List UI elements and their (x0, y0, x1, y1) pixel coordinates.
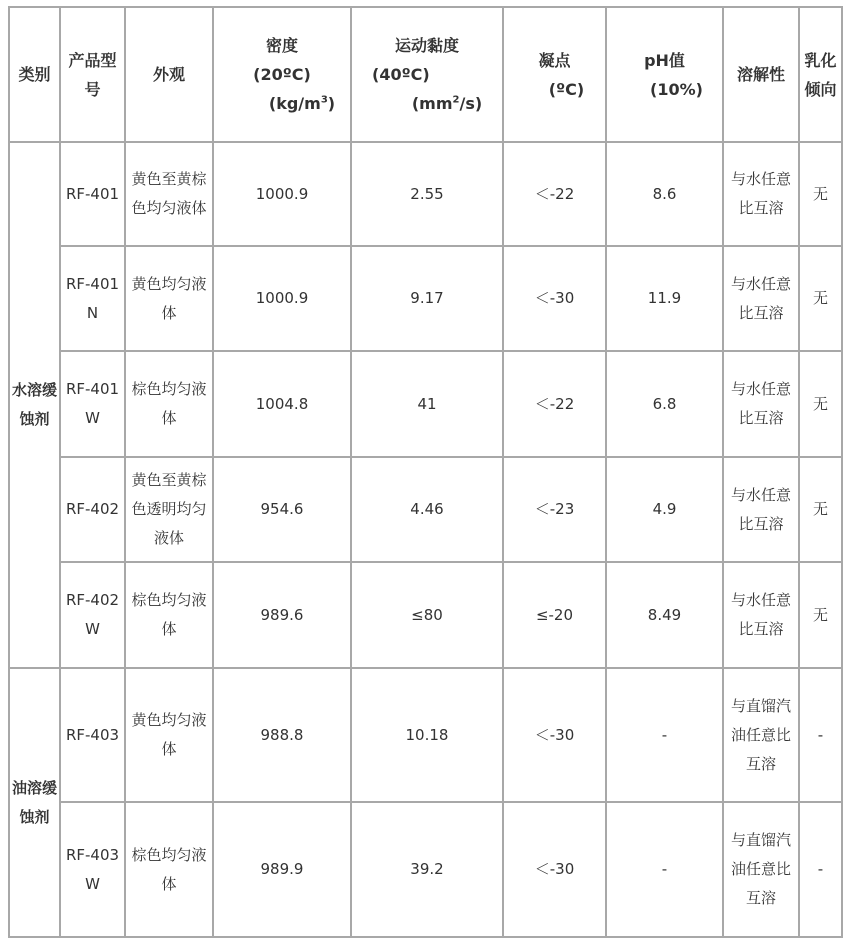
ph-cell: 11.9 (606, 246, 723, 351)
header-viscosity (351, 7, 503, 142)
appearance-cell: 棕色均匀液体 (125, 802, 213, 937)
density-unit-exp: 3 (320, 94, 328, 106)
viscosity-cell: ≤80 (351, 562, 503, 668)
viscosity-unit-base: (mm (411, 94, 453, 113)
table-row (9, 142, 842, 246)
freezing-cell: ＜-22 (503, 351, 606, 457)
model-cell: RF-401W (60, 351, 125, 457)
ph-cell: 8.6 (606, 142, 723, 246)
solubility-cell: 与水任意比互溶 (723, 246, 799, 351)
freezing-cell: ＜-30 (503, 802, 606, 937)
header-density-label: 密度 (265, 36, 298, 55)
density-unit-close: ) (327, 94, 336, 113)
header-density-temp: (20ºC) (253, 65, 311, 84)
header-emulsion: 乳化倾向 (799, 7, 842, 142)
header-category: 类别 (9, 7, 60, 142)
table-row (9, 246, 842, 351)
table-row (9, 802, 842, 937)
appearance-cell: 棕色均匀液体 (125, 351, 213, 457)
header-ph-unit: (10%) (650, 79, 703, 99)
model-cell: RF-402 (60, 457, 125, 562)
appearance-cell: 黄色均匀液体 (125, 668, 213, 802)
ph-cell: 4.9 (606, 457, 723, 562)
emulsion-cell: - (799, 802, 842, 937)
model-cell: RF-403 (60, 668, 125, 802)
solubility-cell: 与水任意比互溶 (723, 562, 799, 668)
ph-cell: - (606, 668, 723, 802)
density-cell: 988.8 (213, 668, 351, 802)
density-cell: 989.6 (213, 562, 351, 668)
solubility-cell: 与水任意比互溶 (723, 142, 799, 246)
table-row (9, 351, 842, 457)
emulsion-cell: 无 (799, 142, 842, 246)
emulsion-cell: 无 (799, 246, 842, 351)
viscosity-cell: 9.17 (351, 246, 503, 351)
header-viscosity-temp: (40ºC) (372, 65, 430, 84)
ph-cell: 8.49 (606, 562, 723, 668)
model-cell: RF-401 (60, 142, 125, 246)
density-cell: 1000.9 (213, 246, 351, 351)
viscosity-cell: 41 (351, 351, 503, 457)
emulsion-cell: - (799, 668, 842, 802)
header-solubility: 溶解性 (723, 7, 799, 142)
header-density (213, 7, 351, 142)
freezing-cell: ＜-30 (503, 246, 606, 351)
model-cell: RF-403W (60, 802, 125, 937)
header-ph-label: pH值 (644, 50, 685, 70)
appearance-cell: 黄色均匀液体 (125, 246, 213, 351)
appearance-cell: 黄色至黄棕色透明均匀液体 (125, 457, 213, 562)
viscosity-cell: 10.18 (351, 668, 503, 802)
viscosity-unit-exp: 2 (452, 94, 460, 106)
emulsion-cell: 无 (799, 457, 842, 562)
viscosity-cell: 39.2 (351, 802, 503, 937)
header-ph (606, 7, 723, 142)
ph-cell: 6.8 (606, 351, 723, 457)
model-cell: RF-402W (60, 562, 125, 668)
emulsion-cell: 无 (799, 562, 842, 668)
header-row (9, 7, 842, 142)
emulsion-cell: 无 (799, 351, 842, 457)
viscosity-cell: 2.55 (351, 142, 503, 246)
ph-cell: - (606, 802, 723, 937)
table-row (9, 457, 842, 562)
freezing-cell: ＜-30 (503, 668, 606, 802)
freezing-cell: ＜-23 (503, 457, 606, 562)
density-cell: 1000.9 (213, 142, 351, 246)
header-freezing (503, 7, 606, 142)
solubility-cell: 与直馏汽油任意比互溶 (723, 668, 799, 802)
freezing-cell: ＜-22 (503, 142, 606, 246)
solubility-cell: 与直馏汽油任意比互溶 (723, 802, 799, 937)
freezing-cell: ≤-20 (503, 562, 606, 668)
model-cell: RF-401N (60, 246, 125, 351)
density-cell: 1004.8 (213, 351, 351, 457)
header-freezing-unit: (ºC) (548, 79, 585, 99)
category-cell: 水溶缓蚀剂 (9, 142, 60, 668)
solubility-cell: 与水任意比互溶 (723, 457, 799, 562)
solubility-cell: 与水任意比互溶 (723, 351, 799, 457)
density-cell: 954.6 (213, 457, 351, 562)
density-cell: 989.9 (213, 802, 351, 937)
category-cell: 油溶缓蚀剂 (9, 668, 60, 937)
header-model: 产品型号 (60, 7, 125, 142)
viscosity-cell: 4.46 (351, 457, 503, 562)
appearance-cell: 棕色均匀液体 (125, 562, 213, 668)
header-viscosity-unit (354, 89, 500, 118)
header-appearance: 外观 (125, 7, 213, 142)
table-row (9, 668, 842, 802)
header-density-unit (216, 89, 348, 118)
header-freezing-label: 凝点 (538, 50, 571, 70)
header-viscosity-label: 运动黏度 (394, 36, 459, 55)
viscosity-unit-close: /s) (459, 94, 483, 113)
table-row (9, 562, 842, 668)
product-spec-table (8, 6, 843, 938)
appearance-cell: 黄色至黄棕色均匀液体 (125, 142, 213, 246)
density-unit-base: (kg/m (268, 94, 321, 113)
